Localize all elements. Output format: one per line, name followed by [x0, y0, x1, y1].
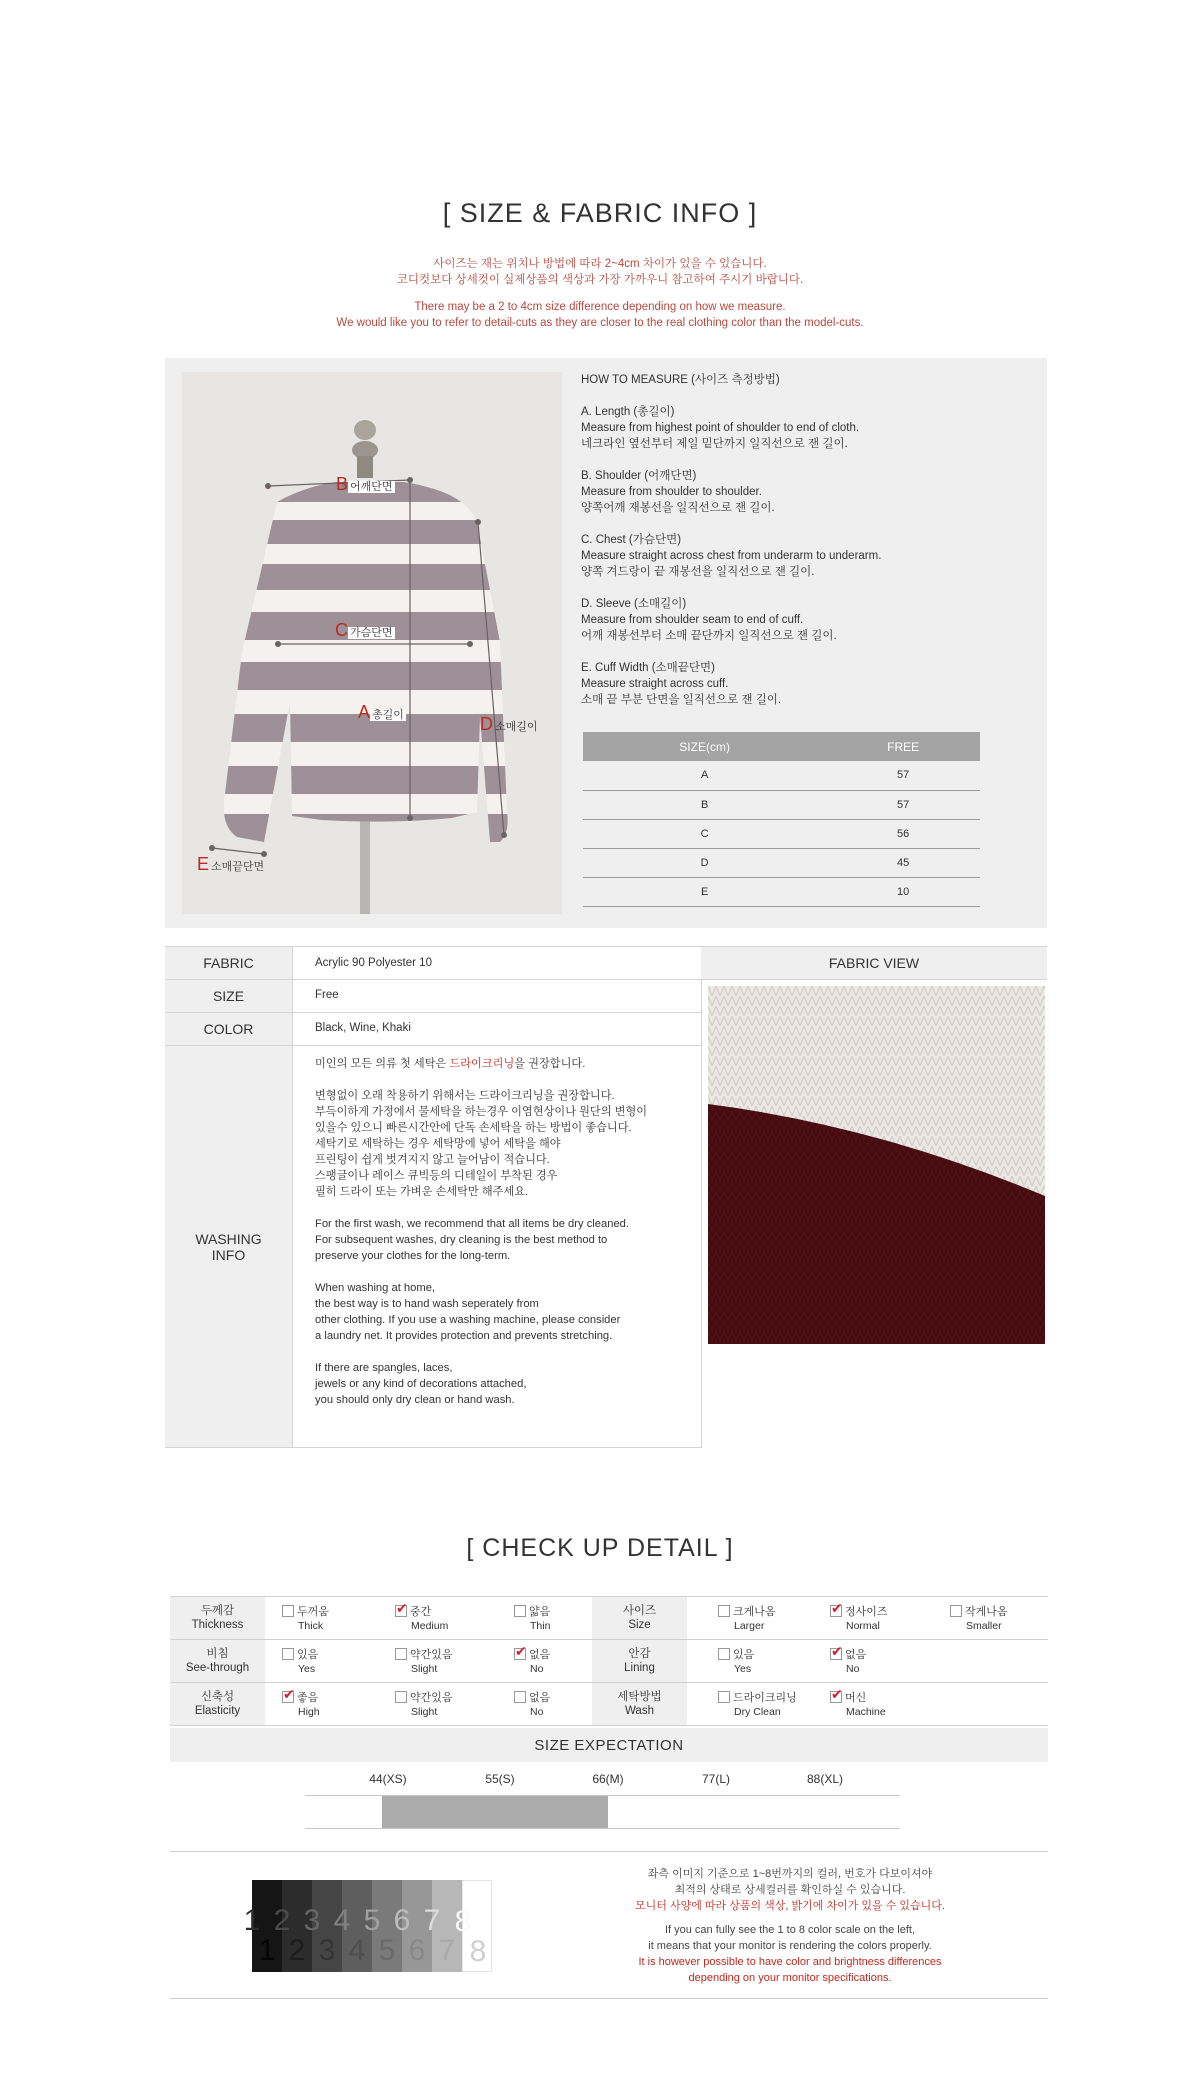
size-label-xl: 88(XL)	[806, 1772, 844, 1786]
option-see-through-yes[interactable]: 있음 Yes	[282, 1648, 318, 1676]
divider	[170, 1851, 1048, 1852]
washing-label: WASHING INFO	[165, 1046, 293, 1447]
fabric-view-image	[708, 986, 1045, 1344]
option-elasticity-no[interactable]: 없음 No	[514, 1691, 550, 1719]
color-row	[165, 1013, 701, 1046]
fabric-row	[165, 946, 701, 980]
see-through-label: 비침 See-through	[170, 1640, 265, 1682]
option-lining-yes[interactable]: 있음 Yes	[718, 1648, 754, 1676]
wash-label: 세탁방법 Wash	[592, 1683, 687, 1725]
measure-item-a: A. Length (총길이) Measure from highest point of shoulder to end of cloth. 네크라인 옆선부터 제일 밑단까지 일직선으로 잰 길이.	[581, 406, 860, 450]
sweater-illustration	[182, 372, 562, 914]
size-value: Free	[315, 989, 339, 1001]
label-a: A총길이	[358, 702, 404, 722]
option-lining-no[interactable]: ✔없음 No	[830, 1648, 866, 1676]
label-d: D소매길이	[480, 714, 538, 734]
divider	[170, 1998, 1048, 1999]
color-scale-number: 3	[318, 1934, 336, 1967]
size-label-s: 55(S)	[485, 1772, 515, 1786]
size-fit-label: 사이즈 Size	[592, 1597, 687, 1639]
size-expectation-range	[382, 1796, 608, 1828]
color-scale-cell	[454, 1880, 492, 1972]
color-label: COLOR	[165, 1013, 293, 1045]
measure-item-d: D. Sleeve (소매길이) Measure from shoulder seam to end of cuff. 어깨 재봉선부터 소매 끝단까지 일직선으로 잰 길이.	[581, 598, 837, 642]
size-expectation-title: SIZE EXPECTATION	[170, 1728, 1048, 1762]
size-label-m: 66(M)	[592, 1772, 624, 1786]
size-table	[583, 732, 980, 907]
how-to-measure-heading: HOW TO MEASURE (사이즈 측정방법)	[581, 374, 780, 386]
washing-info: 미인의 모든 의류 첫 세탁은 드라이크리닝을 권장합니다. 변형없이 오래 착용하기 위해서는 드라이크리닝을 권장합니다. 부득이하게 가정에서 물세탁을 하는경우 이염현상이나 원단의 변형이 있을수 있으니 빠른시간안에 단독 손세탁을 하는 방법이 좋습니다. 세탁기로 세탁하는 경우 세탁망에 넣어 세탁을 해야 프린팅이 쉽게 벗겨지지 않고 늘어남이 적습니다. 스팽글이나 레이스 큐빅등의 디테일이 부착된 경우 필히 드라이 또는 가벼운 손세탁만 해주세요. For the first wash, we recommend that all items be dry cleaned. For subsequent washes, dry cleaning is the best method to preserve your clothes for the long-term. When washing at home, the best way is to hand wash seperately from other clothing. If you use a washing machine, please consider a laundry net. It provides protection and prevents stretching. If there are spangles, laces, jewels or any kind of decorations attached, you should only dry clean or hand wash.	[315, 1058, 648, 1406]
checkup-row-elasticity-wash	[170, 1683, 1048, 1726]
color-scale-number: 8	[454, 1905, 472, 1938]
section-title-size-fabric: [ SIZE & FABRIC INFO ]	[442, 198, 758, 228]
size-label-l: 77(L)	[701, 1772, 730, 1786]
color-scale-number: 2	[288, 1934, 306, 1967]
table-row: B 57	[583, 790, 980, 819]
elasticity-label: 신축성 Elasticity	[170, 1683, 265, 1725]
color-scale	[243, 1880, 526, 1972]
fabric-label: FABRIC	[165, 947, 293, 979]
color-note-en: If you can fully see the 1 to 8 color scale on the left, it means that your monitor is rendering the colors properly. It is however possible to have color and brightness differences depending on your monitor specifications.	[638, 1924, 942, 1984]
option-elasticity-high[interactable]: ✔좋음 High	[282, 1691, 320, 1719]
color-scale-number: 1	[243, 1904, 261, 1937]
option-smaller[interactable]: 작게나옴 Smaller	[950, 1605, 1008, 1633]
option-see-through-no[interactable]: ✔없음 No	[514, 1648, 550, 1676]
color-note-kr: 좌측 이미지 기준으로 1~8번까지의 컬러, 번호가 다보이셔야 최적의 상태로 상세컬러를 확인하실 수 있습니다. 모니터 사양에 따라 상품의 색상, 밝기에 차이가 있을 수 있습니다.	[635, 1868, 945, 1912]
option-medium[interactable]: ✔중간 Medium	[395, 1605, 448, 1633]
option-normal[interactable]: ✔정사이즈 Normal	[830, 1605, 888, 1633]
color-scale-number: 5	[378, 1934, 396, 1967]
label-c: C가슴단면	[335, 620, 393, 640]
fabric-table	[165, 946, 701, 1448]
size-row	[165, 980, 701, 1013]
color-value: Black, Wine, Khaki	[315, 1022, 411, 1034]
option-see-through-slight[interactable]: 약간있음 Slight	[395, 1648, 453, 1676]
color-scale-number: 1	[258, 1934, 276, 1967]
measure-item-e: E. Cuff Width (소매끝단면) Measure straight across cuff. 소매 끝 부분 단면을 일직선으로 잰 길이.	[581, 662, 782, 706]
label-b: B어깨단면	[336, 474, 393, 494]
color-scale-number: 6	[393, 1904, 411, 1937]
knit-texture	[708, 986, 1045, 1344]
fabric-view-label: FABRIC VIEW	[701, 946, 1047, 980]
option-machine[interactable]: ✔머신 Machine	[830, 1691, 886, 1719]
note-kr-1: 사이즈는 재는 위치나 방법에 따라 2~4cm 차이가 있을 수 있습니다.	[433, 258, 767, 270]
color-scale-number: 5	[363, 1904, 381, 1937]
table-row: C 56	[583, 819, 980, 848]
checkup-row-thickness-size	[170, 1597, 1048, 1640]
size-label: SIZE	[165, 980, 293, 1012]
size-table-header: SIZE(cm)	[583, 732, 826, 761]
color-scale-number: 7	[423, 1904, 441, 1937]
color-scale-number: 4	[348, 1934, 366, 1967]
color-scale-number: 4	[333, 1904, 351, 1937]
measure-item-b: B. Shoulder (어깨단면) Measure from shoulder to shoulder. 양쪽어깨 재봉선을 일직선으로 잰 길이.	[581, 470, 775, 514]
table-row: D 45	[583, 848, 980, 877]
note-en-1: There may be a 2 to 4cm size difference depending on how we measure.	[414, 301, 786, 313]
section-title-checkup: [ CHECK UP DETAIL ]	[466, 1534, 734, 1562]
color-scale-number: 3	[303, 1904, 321, 1937]
option-thick[interactable]: 두꺼움 Thick	[282, 1605, 329, 1633]
option-larger[interactable]: 크게나옴 Larger	[718, 1605, 776, 1633]
size-label-xs: 44(XS)	[369, 1772, 407, 1786]
size-expectation-bar	[305, 1795, 900, 1829]
color-scale-number: 8	[469, 1935, 487, 1968]
table-row: A 57	[583, 761, 980, 790]
fabric-value: Acrylic 90 Polyester 10	[315, 957, 432, 969]
table-row: E 10	[583, 877, 980, 906]
option-thin[interactable]: 얇음 Thin	[514, 1605, 550, 1633]
size-table-header: FREE	[826, 732, 980, 761]
color-scale-number: 7	[438, 1934, 456, 1967]
note-kr-2: 코디컷보다 상세컷이 실제상품의 색상과 가장 가까우니 참고하여 주시기 바랍니다.	[396, 274, 804, 286]
washing-row	[165, 1046, 701, 1448]
lining-label: 안감 Lining	[592, 1640, 687, 1682]
divider	[701, 946, 702, 1448]
note-en-2: We would like you to refer to detail-cuts as they are closer to the real clothing color than the model-cuts.	[336, 317, 864, 329]
option-dry-clean[interactable]: 드라이크리닝 Dry Clean	[718, 1691, 797, 1719]
how-to-measure	[581, 372, 981, 724]
checkup-row-seethrough-lining	[170, 1640, 1048, 1683]
measure-item-c: C. Chest (가슴단면) Measure straight across chest from underarm to underarm. 양쪽 겨드랑이 끝 재봉선을 일직선으로 잰 길이.	[581, 534, 882, 578]
thickness-label: 두께감 Thickness	[170, 1597, 265, 1639]
color-scale-number: 6	[408, 1934, 426, 1967]
label-e: E소매끝단면	[197, 854, 265, 874]
option-elasticity-slight[interactable]: 약간있음 Slight	[395, 1691, 453, 1719]
measurement-photo	[182, 372, 562, 914]
color-scale-number: 2	[273, 1904, 291, 1937]
